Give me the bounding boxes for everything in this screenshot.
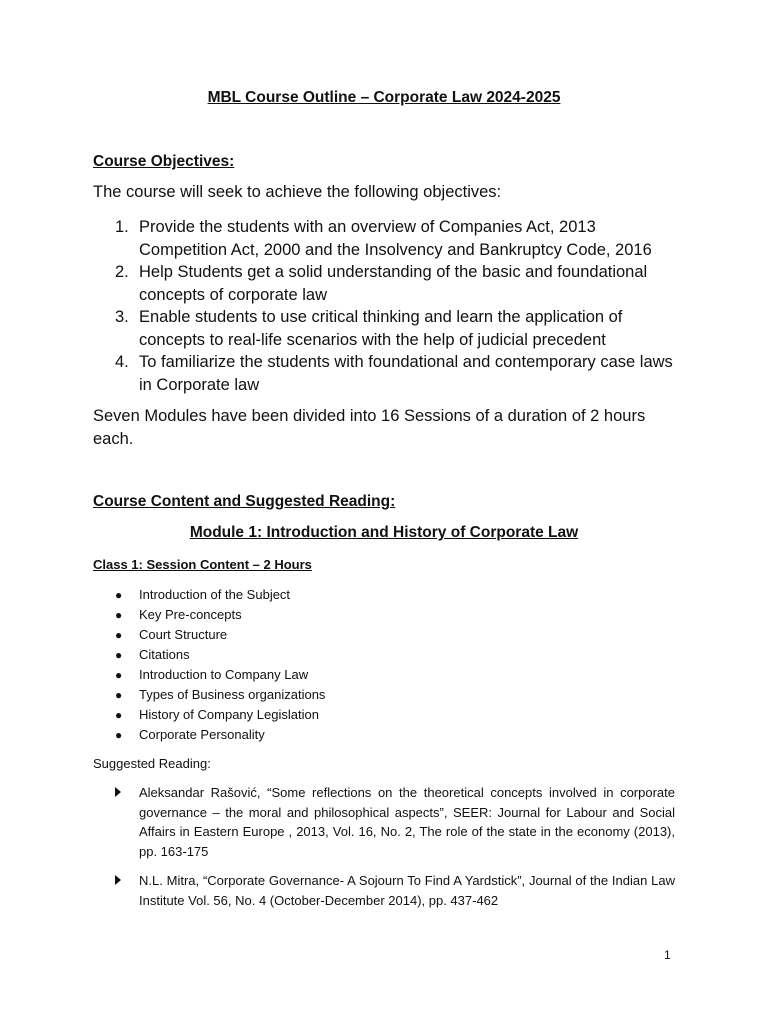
- bullet-icon: ●: [115, 688, 123, 702]
- topic-item: [93, 645, 325, 665]
- objective-text: To familiarize the students with foundational and contemporary case laws in Corporate law: [139, 353, 673, 394]
- topic-item: [93, 625, 325, 645]
- bullet-icon: ●: [115, 588, 123, 602]
- objective-item: [93, 216, 678, 261]
- objective-text: Enable students to use critical thinking and learn the application of concepts to real-life scenarios with the help of judicial precedent: [139, 308, 623, 349]
- bullet-icon: ●: [115, 728, 123, 742]
- topic-item: [93, 685, 325, 705]
- objective-item: [93, 261, 678, 306]
- arrow-bullet-icon: [115, 787, 121, 797]
- topic-item: [93, 585, 325, 605]
- objective-text: Help Students get a solid understanding of the basic and foundational concepts of corporate law: [139, 263, 648, 304]
- bullet-icon: ●: [115, 608, 123, 622]
- objectives-intro: The course will seek to achieve the following objectives:: [93, 183, 502, 201]
- reading-item: [93, 871, 675, 910]
- topic-item: [93, 705, 325, 725]
- bullet-icon: ●: [115, 648, 123, 662]
- reading-text: N.L. Mitra, “Corporate Governance- A Sojourn To Find A Yardstick”, Journal of the Indian Law Institute Vol. 56, No. 4 (October-December 2014), pp. 437-462: [139, 873, 675, 908]
- objective-item: [93, 306, 678, 351]
- topic-text: Key Pre-concepts: [139, 607, 242, 622]
- objective-item: [93, 351, 678, 396]
- class-heading: Class 1: Session Content – 2 Hours: [93, 557, 312, 572]
- bullet-icon: ●: [115, 708, 123, 722]
- page-number: 1: [664, 948, 671, 962]
- topic-item: [93, 605, 325, 625]
- objective-number: 2.: [115, 263, 129, 281]
- module-heading: Module 1: Introduction and History of Corporate Law: [189, 524, 579, 541]
- arrow-bullet-icon: [115, 875, 121, 885]
- objective-number: 3.: [115, 308, 129, 326]
- objective-number: 4.: [115, 353, 129, 371]
- session-topics-list: [93, 585, 325, 745]
- objectives-list: [93, 216, 678, 396]
- suggested-reading-label: Suggested Reading:: [93, 756, 211, 771]
- reading-list: [93, 783, 675, 920]
- topic-text: Corporate Personality: [139, 727, 265, 742]
- content-heading: Course Content and Suggested Reading:: [93, 493, 396, 510]
- topic-text: Introduction to Company Law: [139, 667, 309, 682]
- objective-text: Provide the students with an overview of Companies Act, 2013 Competition Act, 2000 and the Insolvency and Bankruptcy Code, 2016: [139, 218, 652, 259]
- reading-text: Aleksandar Rašović, “Some reflections on the theoretical concepts involved in corporate governance – the moral and philosophical aspects”, SEER: Journal for Labour and Social Affairs in Eastern Europe , 2013, Vol. 16, No. 2, The role of the state in the economy (2013), pp. 163-175: [139, 785, 675, 859]
- reading-item: [93, 783, 675, 861]
- topic-item: [93, 725, 325, 745]
- topic-text: Introduction of the Subject: [139, 587, 291, 602]
- topic-text: History of Company Legislation: [139, 707, 319, 722]
- bullet-icon: ●: [115, 628, 123, 642]
- topic-text: Court Structure: [139, 627, 228, 642]
- modules-summary: Seven Modules have been divided into 16 Sessions of a duration of 2 hours each.: [93, 407, 646, 448]
- objective-number: 1.: [115, 218, 129, 236]
- topic-text: Citations: [139, 647, 190, 662]
- objectives-heading: Course Objectives:: [93, 153, 235, 170]
- page-title: MBL Course Outline – Corporate Law 2024-2025: [207, 89, 561, 106]
- topic-item: [93, 665, 325, 685]
- bullet-icon: ●: [115, 668, 123, 682]
- topic-text: Types of Business organizations: [139, 687, 326, 702]
